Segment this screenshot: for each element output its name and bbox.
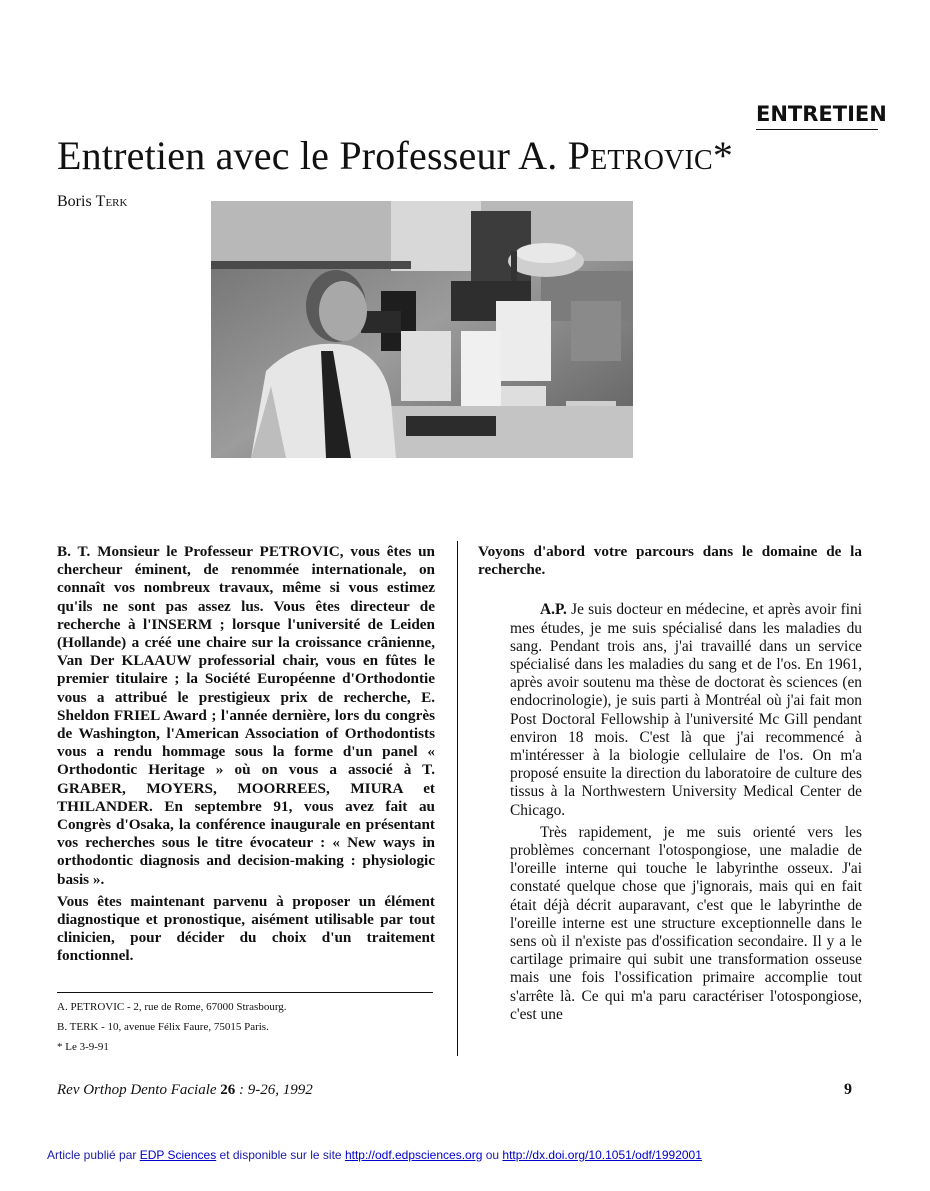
section-tag: ENTRETIEN [756,102,887,126]
footnote-date: * Le 3-9-91 [57,1041,109,1053]
author-last: Terk [95,193,128,210]
interview-question: Voyons d'abord votre parcours dans le domaine de la recherche. [478,543,862,579]
footnote-rule [57,992,433,993]
interview-answer-column [478,543,862,1028]
journal-volume: 26 [220,1082,236,1098]
article-title [57,132,733,179]
publication-line [47,1148,702,1162]
pub-prefix: Article publié par [47,1148,140,1162]
question-paragraph-2: Vous êtes maintenant parvenu à proposer un élément diagnostique et pronostique, aisément utilisable par tout clinicien, pour décider du choix d'un traitement fonctionnel. [57,892,435,965]
journal-name: Rev Orthop Dento Faciale [57,1082,221,1098]
pub-connector: ou [482,1148,503,1162]
answer-paragraph-1-text: Je suis docteur en médecine, et après avoir fini mes études, je me suis spécialisé dans les maladies du sang. Pendant trois ans, j'ai travaillé dans un service spécialisé dans les maladies du sang et de l'os. En 1961, après avoir soutenu ma thèse de doctorat ès sciences (en endocrinologie), je suis parti à Montréal où j'ai fait mon Post Doctoral Fellowship à l'université Mc Gill pendant environ 18 mois. C'est là que j'ai recommencé à m'intéresser à la biologie cellulaire de l'os. On m'a proposé ensuite la direction du laboratoire de culture des tissus à la Northwestern University Medical Center de Chicago. [510,601,862,819]
title-mark: * [712,133,734,178]
doi-link[interactable]: http://dx.doi.org/10.1051/odf/1992001 [502,1148,702,1162]
publisher-link[interactable]: EDP Sciences [139,1148,217,1162]
pub-middle: et disponible sur le site [216,1148,345,1162]
site-link[interactable]: http://odf.edpsciences.org [344,1148,483,1162]
answer-block [478,601,862,1024]
answer-paragraph-1 [478,601,862,819]
title-main: Entretien avec le Professeur A. [57,133,568,178]
journal-pages: : 9-26, 1992 [235,1082,313,1098]
column-divider [457,541,458,1056]
footnotes [57,999,437,1059]
answer-paragraph-2: Très rapidement, je me suis orienté vers les problèmes concernant l'otospongiose, une maladie de l'oreille interne qui touche le labyrinthe osseux. J'ai constaté quelque chose que j'ignorais, mais qui en fait était déjà décrit auparavant, c'est que le labyrinthe de l'oreille interne est une structure exceptionnelle dans le sens où il n'existe pas d'ossification secondaire. Il y a le cartilage primaire qui subit une transformation osseuse mais une fois l'ossification primaire accomplie tout s'arrête là. Ce qui m'a paru caractériser l'otospongiose, c'est une [510,823,862,1023]
answer-lead: A.P. [540,601,567,619]
section-rule [756,129,878,130]
author-first: Boris [57,193,96,210]
title-name: Petrovic [567,133,713,178]
footnote-petrovic: A. PETROVIC - 2, rue de Rome, 67000 Strasbourg. [57,1001,287,1013]
question-paragraph-1: B. T. Monsieur le Professeur PETROVIC, vous êtes un chercheur éminent, de renommée internationale, on connaît vos nombreux travaux, même si vous estimez qu'ils ne sont pas assez lus. Vous êtes directeur de recherche à l'INSERM ; lorsque l'université de Leiden (Hollande) a créé une chaire sur la croissance crânienne, Van Der KLAAUW professorial chair, vous en fûtes le premier titulaire ; la Société Européenne d'Orthodontie vous a attribué le prestigieux prix de recherche, E. Sheldon FRIEL Award ; l'année dernière, lors du congrès de Washington, l'American Association of Orthodontists vous a rendu hommage sous la forme d'un panel « Orthodontic Heritage » où on vous a associé à T. GRABER, MOYERS, MOORREES, MIURA et THILANDER. En septembre 91, vous avez fait au Congrès d'Osaka, la conférence inaugurale en présentant vos recherches sous le titre évocateur : « New ways in orthodontic diagnosis and decision-making : physiologic basis ». [57,543,435,888]
footnote-terk: B. TERK - 10, avenue Félix Faure, 75015 Paris. [57,1021,269,1033]
interview-question-column [57,543,435,970]
journal-citation [57,1082,313,1099]
photo-image-svg [211,201,633,458]
author-byline [57,193,127,211]
page-number: 9 [844,1081,852,1098]
photo-image [211,201,633,458]
